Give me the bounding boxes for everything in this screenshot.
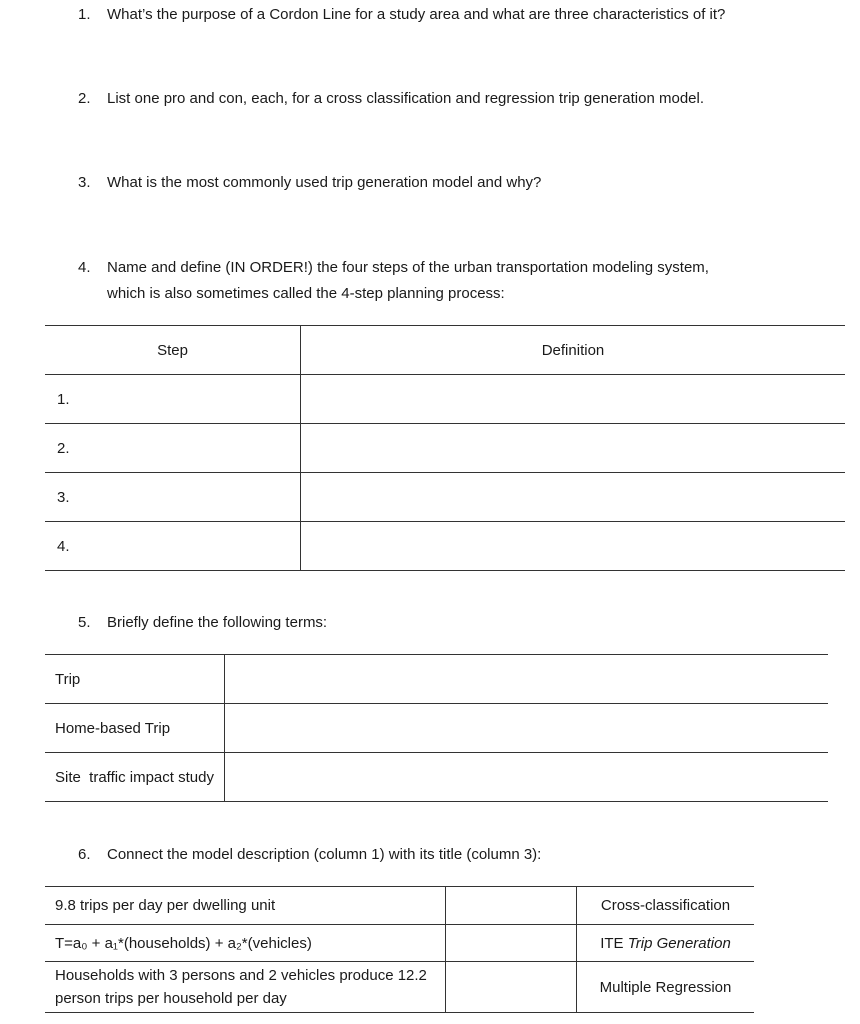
question-text: Briefly define the following terms: [107, 614, 328, 631]
table-row [45, 962, 754, 1013]
table-row [45, 704, 828, 753]
question-4 [78, 255, 709, 307]
trip-generation-title: Trip Generation [627, 934, 731, 952]
step-cell: 3. [45, 473, 301, 522]
question-1 [78, 2, 725, 28]
table-row [45, 753, 828, 802]
step-cell: 4. [45, 522, 301, 571]
ite-label: ITE [600, 934, 624, 952]
model-description-cell: T=a₀ + a₁*(households) + a₂*(vehicles) [45, 925, 446, 962]
question-3 [78, 170, 541, 196]
question-6 [78, 842, 541, 868]
question-text: List one pro and con, each, for a cross classification and regression trip generation model. [107, 90, 704, 107]
table-row [45, 522, 845, 571]
term-cell: Home-based Trip [45, 704, 225, 753]
definition-cell[interactable] [301, 375, 846, 424]
question-text: What’s the purpose of a Cordon Line for a study area and what are three characteristics of it? [107, 6, 726, 23]
definition-cell[interactable] [301, 473, 846, 522]
question-number: 5. [78, 614, 91, 631]
table-row [45, 655, 828, 704]
table-row [45, 424, 845, 473]
question-text: What is the most commonly used trip generation model and why? [107, 174, 542, 191]
model-description-cell: 9.8 trips per day per dwelling unit [45, 887, 446, 925]
model-title-cell: Multiple Regression [577, 962, 755, 1013]
model-title-cell: Cross-classification [577, 887, 755, 925]
question-number: 2. [78, 90, 91, 107]
connection-cell[interactable] [446, 887, 577, 925]
steps-header-row [45, 326, 845, 375]
steps-table [45, 325, 845, 571]
table-row [45, 473, 845, 522]
table-row [45, 887, 754, 925]
term-cell: Site traffic impact study [45, 753, 225, 802]
term-definition-cell[interactable] [225, 753, 829, 802]
question-number: 1. [78, 6, 91, 23]
connection-cell[interactable] [446, 925, 577, 962]
definition-cell[interactable] [301, 424, 846, 473]
match-table [45, 886, 754, 1013]
question-number: 4. [78, 259, 91, 276]
definition-cell[interactable] [301, 522, 846, 571]
question-text: Connect the model description (column 1) with its title (column 3): [107, 846, 542, 863]
terms-table [45, 654, 828, 802]
table-row [45, 375, 845, 424]
model-description-cell: Households with 3 persons and 2 vehicles produce 12.2 person trips per household per day [45, 962, 446, 1013]
term-definition-cell[interactable] [225, 704, 829, 753]
question-5 [78, 610, 327, 636]
step-column-header: Step [45, 326, 301, 375]
step-cell: 1. [45, 375, 301, 424]
connection-cell[interactable] [446, 962, 577, 1013]
question-number: 6. [78, 846, 91, 863]
question-text-continued: which is also sometimes called the 4-step planning process: [107, 285, 505, 302]
term-cell: Trip [45, 655, 225, 704]
question-text: Name and define (IN ORDER!) the four steps of the urban transportation modeling system, [107, 259, 709, 276]
question-number: 3. [78, 174, 91, 191]
definition-column-header: Definition [301, 326, 846, 375]
question-2 [78, 86, 704, 112]
model-title-cell [577, 925, 755, 962]
step-cell: 2. [45, 424, 301, 473]
table-row [45, 925, 754, 962]
term-definition-cell[interactable] [225, 655, 829, 704]
